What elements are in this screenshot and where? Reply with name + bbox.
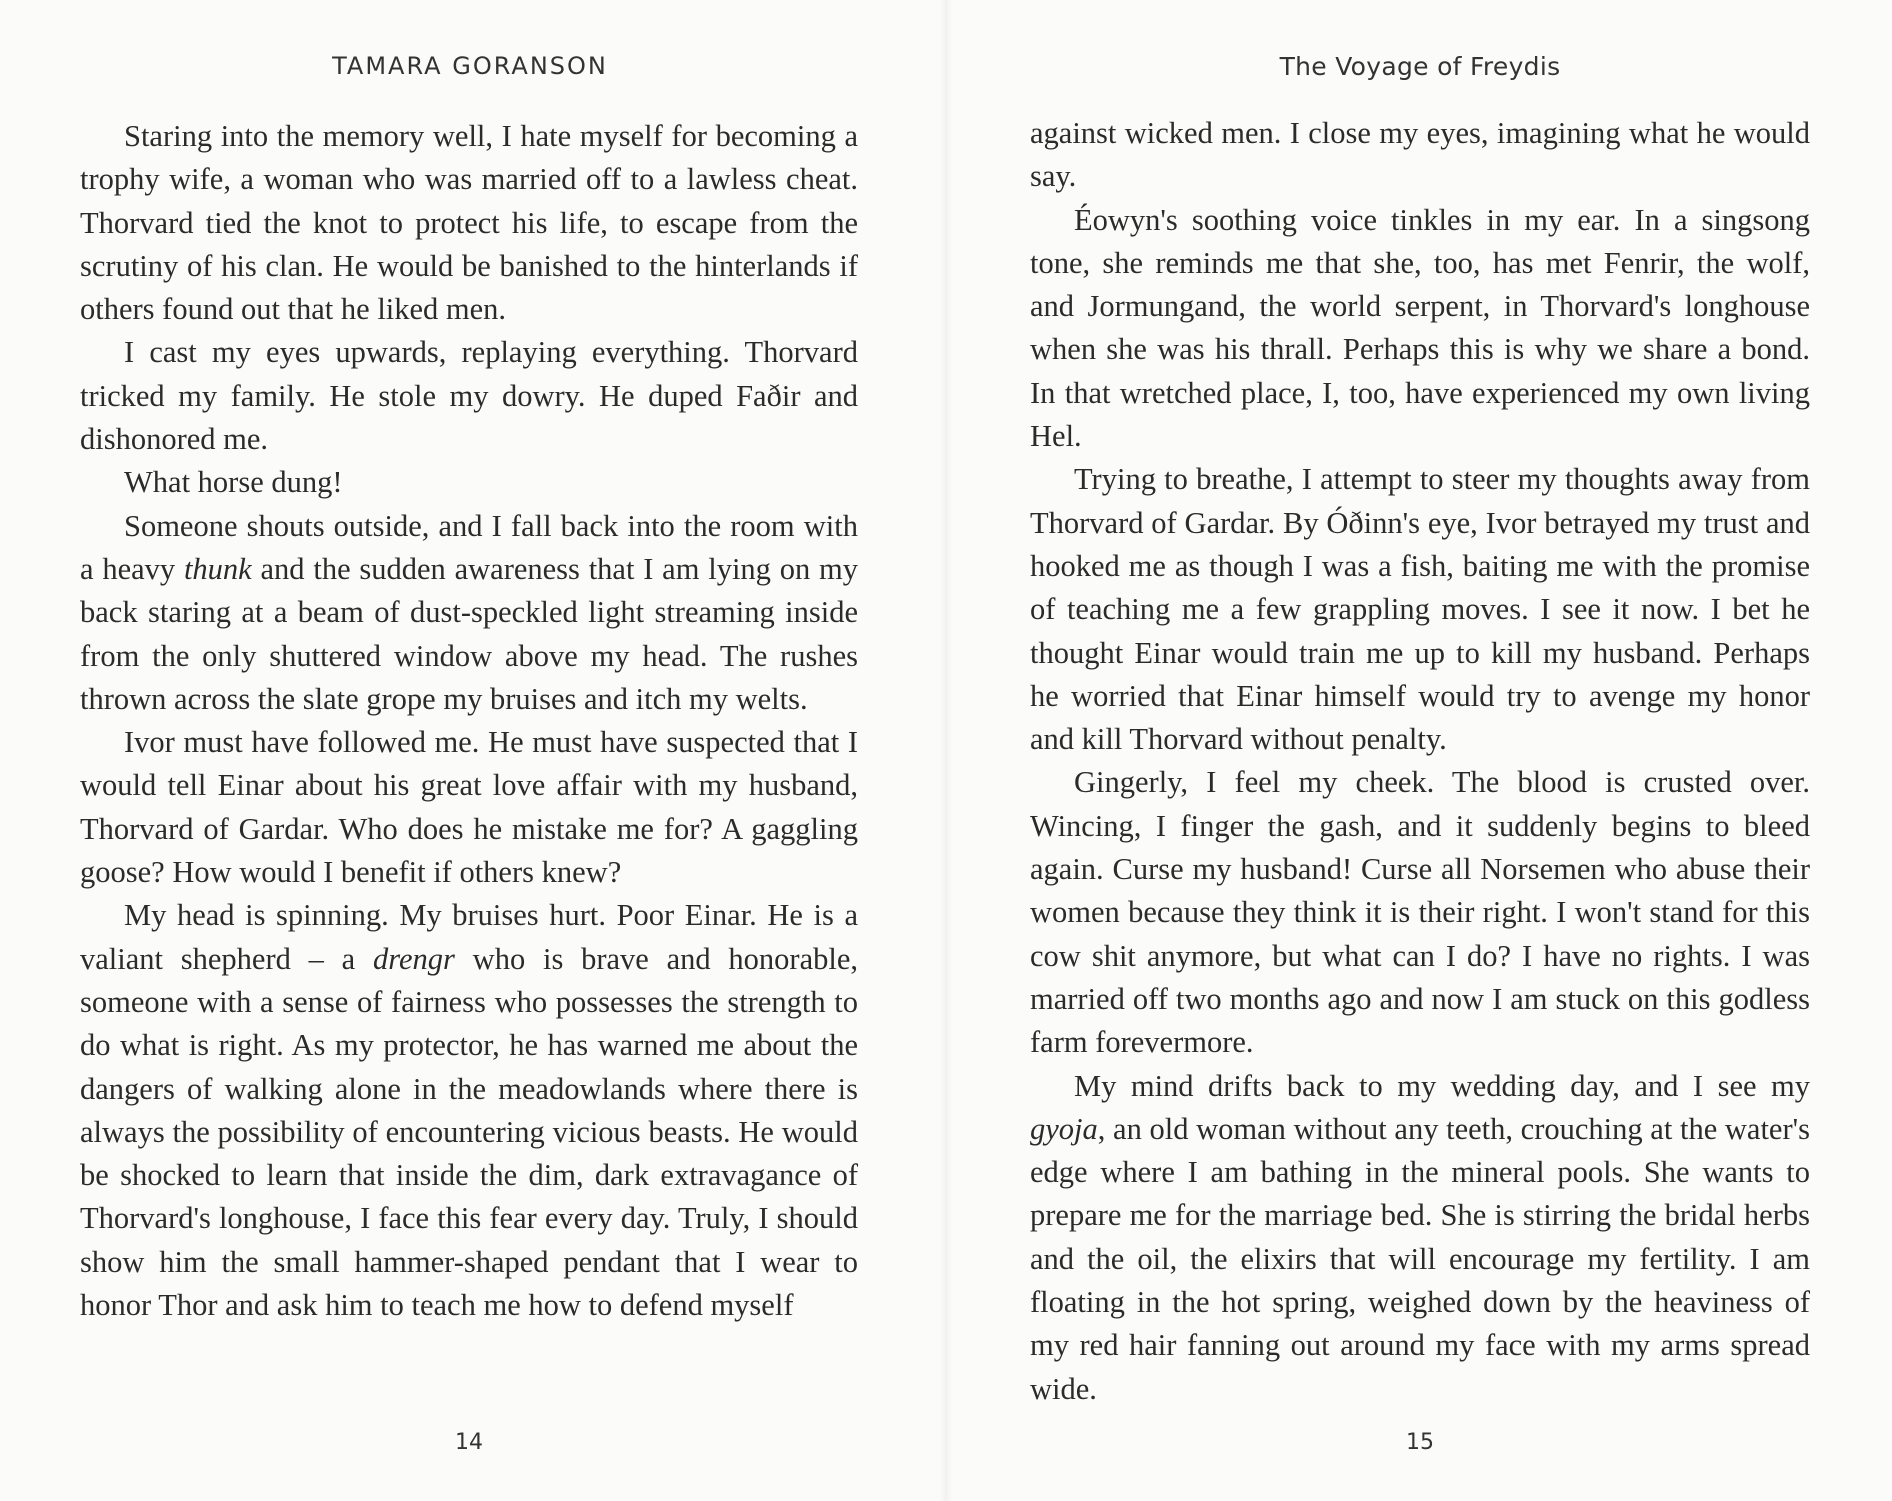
right-page	[946, 0, 1892, 1501]
paragraph: Ivor must have followed me. He must have suspected that I would tell Einar about his great love affair with my husband, Thorvard of Gardar. Who does he mistake me for? A gaggling goose? How would I benefit if others knew?	[80, 725, 858, 890]
title-running-head: The Voyage of Freydis	[1279, 52, 1561, 81]
page-number: 15	[1406, 1430, 1434, 1455]
paragraph: What horse dung!	[124, 465, 343, 500]
page-number: 14	[455, 1430, 483, 1455]
paragraph: I cast my eyes upwards, replaying everything. Thorvard tricked my family. He stole my dowry. He duped Faðir and dishonored me.	[80, 335, 858, 457]
paragraph: Trying to breathe, I attempt to steer my thoughts away from Thorvard of Gardar. By Óðinn's eye, Ivor betrayed my trust and hooked me as though I was a fish, baiting me with the promise of teaching me a few grappling moves. I see it now. I bet he thought Einar would train me up to kill my husband. Perhaps he worried that Einar himself would try to avenge my honor and kill Thorvard without penalty.	[1030, 462, 1810, 757]
paragraph-continued: against wicked men. I close my eyes, imagining what he would say.	[1030, 116, 1810, 194]
paragraph: My mind drifts back to my wedding day, and I see my gyoja, an old woman without any teeth, crouching at the water's edge where I am bathing in the mineral pools. She wants to prepare me for the marriage bed. She is stirring the bridal herbs and the oil, the elixirs that will encourage my fertility. I am floating in the hot spring, weighed down by the heaviness of my red hair fanning out around my face with my arms spread wide.	[1030, 1068, 1810, 1406]
italic-term: drengr	[373, 941, 455, 976]
italic-term: gyoja	[1030, 1111, 1098, 1146]
paragraph: Gingerly, I feel my cheek. The blood is crusted over. Wincing, I finger the gash, and it suddenly begins to bleed again. Curse my husband! Curse all Norsemen who abuse their women because they think it is their right. I won't stand for this cow shit anymore, but what can I do? I have no rights. I was married off two months ago and now I am stuck on this godless farm forevermore.	[1030, 765, 1810, 1060]
paragraph: My head is spinning. My bruises hurt. Poor Einar. He is a valiant shepherd – a drengr who is brave and honorable, someone with a sense of fairness who possesses the strength to do what is right. As my protector, he has warned me about the dangers of walking alone in the meadowlands where there is always the possibility of encountering vicious beasts. He would be shocked to learn that inside the dim, dark extravagance of Thorvard's longhouse, I face this fear every day. Truly, I should show him the small hammer-shaped pendant that I wear to honor Thor and ask him to teach me how to defend myself	[80, 898, 859, 1323]
italic-term: thunk	[183, 551, 252, 586]
paragraph: Éowyn's soothing voice tinkles in my ear. In a singsong tone, she reminds me that she, too, has met Fenrir, the wolf, and Jormungand, the world serpent, in Thorvard's longhouse when she was his thrall. Perhaps this is why we share a bond. In that wretched place, I, too, have experienced my own living Hel.	[1030, 202, 1810, 454]
left-page-body	[80, 115, 858, 1327]
right-page-body	[1030, 112, 1810, 1411]
author-running-head: TAMARA GORANSON	[332, 52, 608, 80]
paragraph: Staring into the memory well, I hate myself for becoming a trophy wife, a woman who was married off to a lawless cheat. Thorvard tied the knot to protect his life, to escape from the scrutiny of his clan. He would be banished to the hinterlands if others found out that he liked men.	[80, 119, 858, 327]
paragraph: Someone shouts outside, and I fall back into the room with a heavy thunk and the sudden awareness that I am lying on my back staring at a beam of dust-speckled light streaming inside from the only shuttered window above my head. The rushes thrown across the slate grope my bruises and itch my welts.	[80, 508, 858, 716]
